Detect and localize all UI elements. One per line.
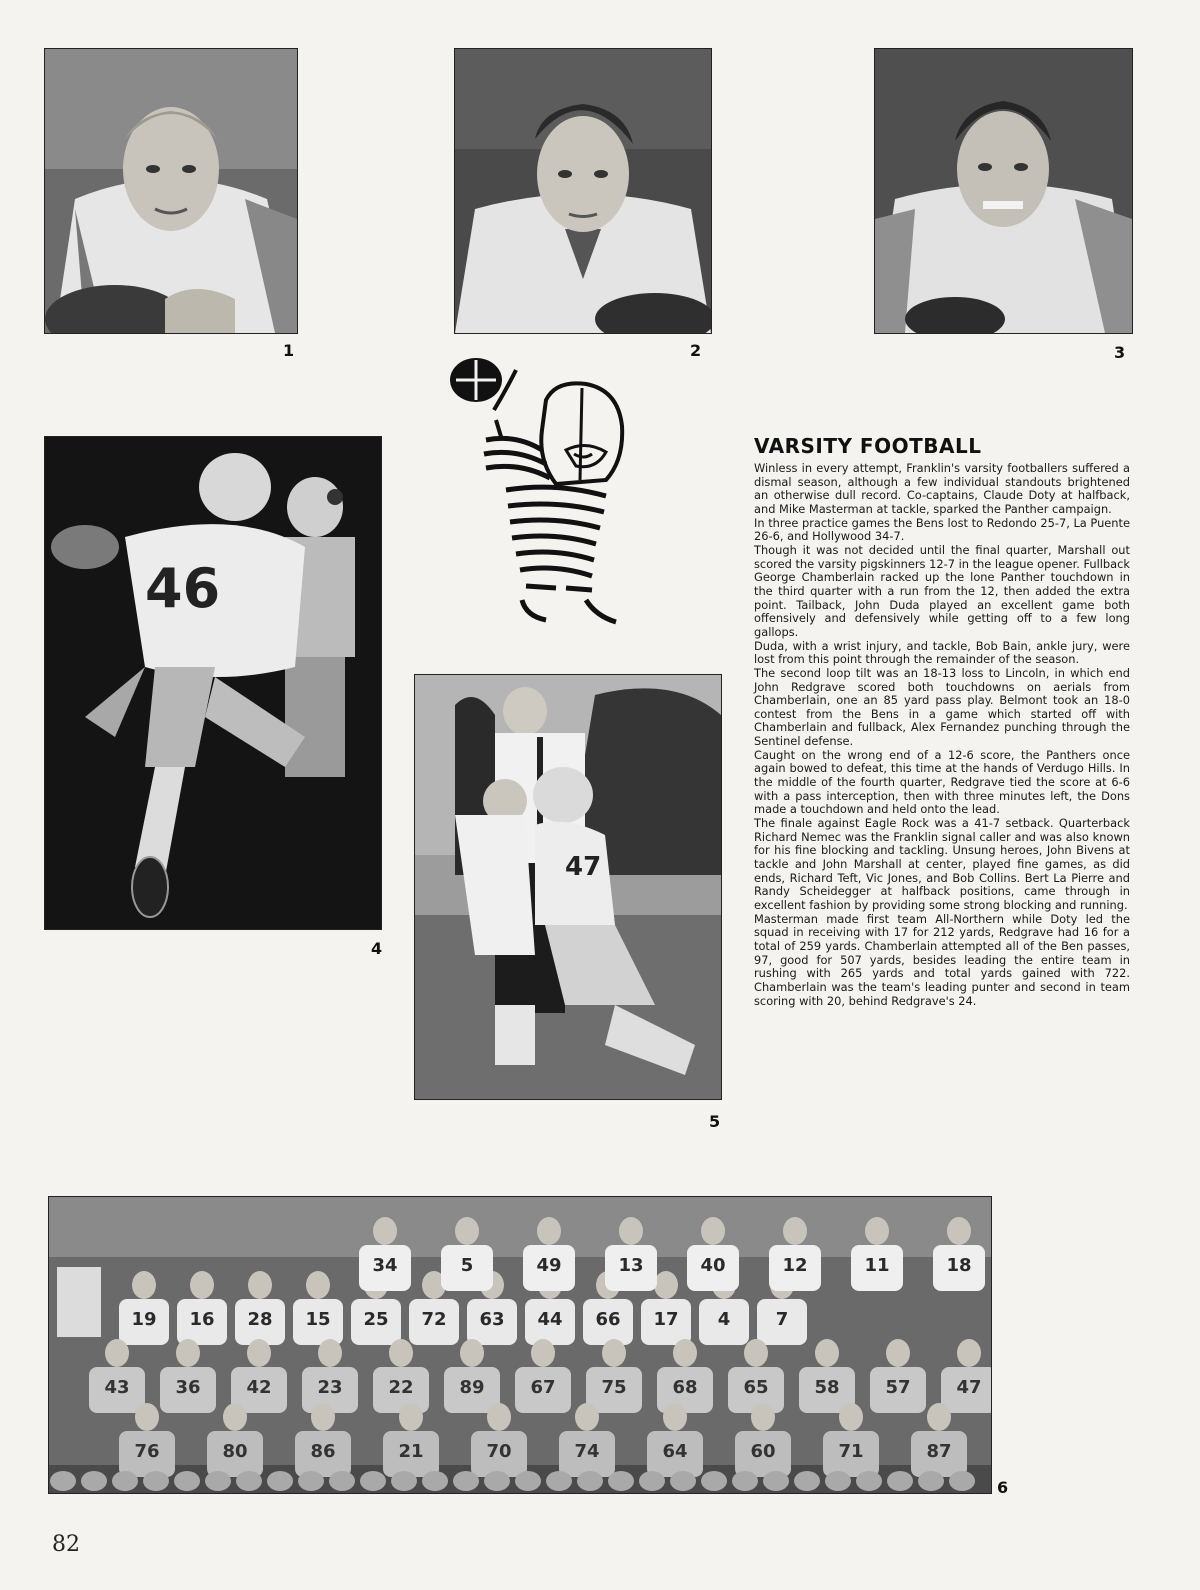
- photo-5-trainer-and-player: [414, 674, 722, 1100]
- team-helmet: [794, 1471, 820, 1491]
- team-helmet: [205, 1471, 231, 1491]
- team-jersey-number: 80: [222, 1441, 248, 1462]
- team-jersey-number: 19: [131, 1309, 157, 1330]
- team-helmet: [670, 1471, 696, 1491]
- team-helmet: [112, 1471, 138, 1491]
- team-jersey-number: 87: [926, 1441, 952, 1462]
- team-helmet: [298, 1471, 324, 1491]
- team-jersey-number: 57: [885, 1377, 911, 1398]
- team-jersey-number: 25: [363, 1309, 389, 1330]
- team-jersey-number: 36: [175, 1377, 201, 1398]
- team-jersey-number: 7: [775, 1309, 789, 1330]
- article-paragraph: Winless in every attempt, Franklin's varsity footballers suffered a dismal season, although a few individual standouts brightened an otherwise dull record. Co-captains, Claude Doty at halfback, and Mike Masterman at tackle, sparked the Panther campaign.: [754, 461, 1130, 516]
- article-paragraph: Masterman made first team All-Northern while Doty led the squad in receiving with 17 for 212 yards, Redgrave had 16 for a total of 259 yards. Chamberlain attempted all of the Ben passes, 97, good for 507 yards, besides leading the entire team in rushing with 265 yards and total yards gained with 722. Chamberlain was the team's leading punter and second in team scoring with 20, behind Redgrave's 24.: [754, 911, 1130, 1008]
- team-jersey-number: 65: [743, 1377, 769, 1398]
- team-jersey-number: 5: [460, 1255, 474, 1276]
- team-jersey-number: 86: [310, 1441, 336, 1462]
- page-number: 82: [52, 1532, 80, 1557]
- team-jersey-number: 18: [946, 1255, 972, 1276]
- team-helmet: [329, 1471, 355, 1491]
- team-helmet: [639, 1471, 665, 1491]
- team-jersey-number: 28: [247, 1309, 273, 1330]
- team-helmet: [391, 1471, 417, 1491]
- team-jersey-number: 64: [662, 1441, 688, 1462]
- team-helmet: [763, 1471, 789, 1491]
- team-jersey-number: 21: [398, 1441, 424, 1462]
- team-jersey-number: 71: [838, 1441, 864, 1462]
- team-helmet: [949, 1471, 975, 1491]
- team-jersey-number: 47: [956, 1377, 982, 1398]
- photo-3-number: 3: [1114, 343, 1126, 362]
- team-jersey-number: 89: [459, 1377, 485, 1398]
- photo-1-number: 1: [283, 341, 295, 360]
- team-helmet: [515, 1471, 541, 1491]
- team-jersey-number: 4: [717, 1309, 731, 1330]
- team-helmet: [825, 1471, 851, 1491]
- article-paragraph: Though it was not decided until the final quarter, Marshall out scored the varsity pigskinners 12-7 in the league opener. Fullback George Chamberlain racked up the lone Panther touchdown in the third quarter with a run from the 12, then added the extra point. Tailback, John Duda played an excellent game both offensively and defensively while getting off to a few long gallops.: [754, 542, 1130, 639]
- team-jersey-number: 63: [479, 1309, 505, 1330]
- photo-4-number: 4: [371, 939, 383, 958]
- team-helmet: [236, 1471, 262, 1491]
- photo-4-jersey-number: 46: [145, 557, 221, 620]
- team-jersey-number: 70: [486, 1441, 512, 1462]
- team-jersey-number: 13: [618, 1255, 644, 1276]
- team-helmet: [143, 1471, 169, 1491]
- photo-1-portrait: [44, 48, 298, 334]
- team-jersey-number: 58: [814, 1377, 840, 1398]
- team-helmet: [267, 1471, 293, 1491]
- team-jersey-number: 40: [700, 1255, 726, 1276]
- photo-5-number: 5: [709, 1112, 721, 1131]
- team-helmet: [577, 1471, 603, 1491]
- article-paragraph: Caught on the wrong end of a 12-6 score, the Panthers once again bowed to defeat, this time at the hands of Verdugo Hills. In the middle of the fourth quarter, Redgrave tied the score at 6-6 with a pass interception, then with three minutes left, the Dons made a touchdown and held onto the lead.: [754, 747, 1130, 817]
- team-helmet: [484, 1471, 510, 1491]
- team-jersey-number: 43: [104, 1377, 130, 1398]
- team-helmet: [608, 1471, 634, 1491]
- team-jersey-number: 66: [595, 1309, 621, 1330]
- photo-5-jersey-number: 47: [565, 852, 602, 882]
- team-jersey-number: 22: [388, 1377, 414, 1398]
- team-helmet: [174, 1471, 200, 1491]
- team-jersey-number: 11: [864, 1255, 890, 1276]
- team-jersey-number: 42: [246, 1377, 272, 1398]
- article-paragraph: Duda, with a wrist injury, and tackle, Bob Bain, ankle jury, were lost from this point through the remainder of the season.: [754, 638, 1130, 667]
- team-jersey-number: 23: [317, 1377, 343, 1398]
- photo-6-number: 6: [997, 1478, 1009, 1497]
- team-jersey-number: 17: [653, 1309, 679, 1330]
- team-jersey-number: 75: [601, 1377, 627, 1398]
- team-helmet: [701, 1471, 727, 1491]
- article-paragraph: In three practice games the Bens lost to Redondo 25-7, La Puente 26-6, and Hollywood 34-7.: [754, 515, 1130, 544]
- team-jersey-number: 72: [421, 1309, 447, 1330]
- team-jersey-number: 34: [372, 1255, 398, 1276]
- team-jersey-number: 44: [537, 1309, 563, 1330]
- team-helmet: [360, 1471, 386, 1491]
- team-jersey-number: 12: [782, 1255, 808, 1276]
- team-helmet: [918, 1471, 944, 1491]
- team-jersey-number: 60: [750, 1441, 776, 1462]
- team-jersey-number: 67: [530, 1377, 556, 1398]
- team-jersey-number: 49: [536, 1255, 562, 1276]
- team-coach: [57, 1267, 101, 1337]
- team-helmet: [50, 1471, 76, 1491]
- team-jersey-number: 74: [574, 1441, 600, 1462]
- team-helmet: [887, 1471, 913, 1491]
- team-jersey-number: 15: [305, 1309, 331, 1330]
- team-helmet: [546, 1471, 572, 1491]
- team-jersey-number: 68: [672, 1377, 698, 1398]
- photo-2-number: 2: [690, 341, 702, 360]
- photo-3-portrait: [874, 48, 1133, 334]
- panther-mascot-football-icon: [446, 350, 646, 636]
- team-jersey-number: 76: [134, 1441, 160, 1462]
- photo-4-running-back: [44, 436, 382, 930]
- team-helmet: [732, 1471, 758, 1491]
- article-title: VARSITY FOOTBALL: [754, 434, 982, 458]
- article-varsity-football: [754, 434, 1130, 1008]
- team-helmet: [422, 1471, 448, 1491]
- photo-2-portrait: [454, 48, 712, 334]
- photo-6-team-photo: [48, 1196, 992, 1494]
- team-helmet: [856, 1471, 882, 1491]
- team-helmet: [81, 1471, 107, 1491]
- team-helmet: [453, 1471, 479, 1491]
- article-paragraph: The finale against Eagle Rock was a 41-7 setback. Quarterback Richard Nemec was the Franklin signal caller and was also known for his fine blocking and tackling. Unsung heroes, John Bivens at tackle and John Marshall at center, played fine games, as did ends, Richard Teft, Vic Jones, and Bob Collins. Bert La Pierre and Randy Scheidegger at halfback positions, came through in excellent fashion by providing some strong blocking and running.: [754, 816, 1130, 912]
- article-paragraph: The second loop tilt was an 18-13 loss to Lincoln, in which end John Redgrave scored both touchdowns on aerials from Chamberlain, one an 85 yard pass play. Belmont took an 18-0 contest from the Bens in a game which started off with Chamberlain and fullback, Alex Fernandez punching through the Sentinel defense.: [754, 665, 1130, 749]
- team-photo-players: [49, 1197, 991, 1493]
- team-jersey-number: 16: [189, 1309, 215, 1330]
